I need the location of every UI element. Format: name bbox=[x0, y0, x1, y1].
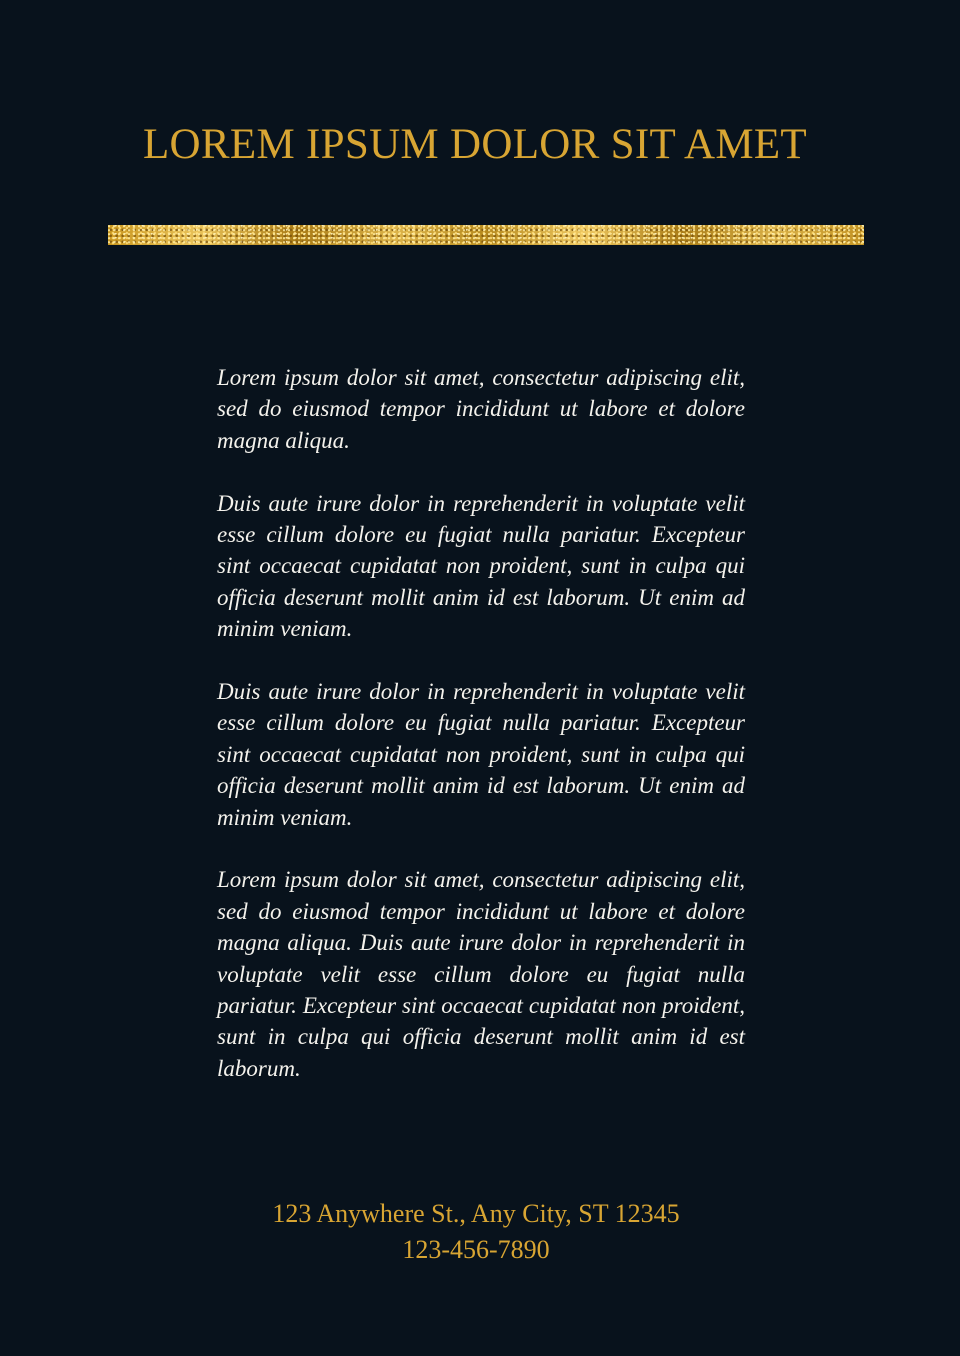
body-text bbox=[217, 362, 745, 1116]
contact-footer bbox=[0, 1196, 952, 1268]
paragraph: Lorem ipsum dolor sit amet, consectetur adipiscing elit, sed do eiusmod tempor incididunt ut labore et dolore magna aliqua. bbox=[217, 365, 745, 453]
page-title: LOREM IPSUM DOLOR SIT AMET bbox=[142, 121, 807, 168]
gold-glitter-divider bbox=[108, 225, 864, 245]
phone-text: 123-456-7890 bbox=[402, 1235, 550, 1264]
paragraph: Duis aute irure dolor in reprehenderit in voluptate velit esse cillum dolore eu fugiat nulla pariatur. Excepteur sint occaecat cupidatat non proident, sunt in culpa qui officia deserunt mollit anim id est laborum. Ut enim ad minim veniam. bbox=[217, 679, 745, 830]
address-text: 123 Anywhere St., Any City, ST 12345 bbox=[272, 1199, 680, 1228]
paragraph: Duis aute irure dolor in reprehenderit in voluptate velit esse cillum dolore eu fugiat nulla pariatur. Excepteur sint occaecat cupidatat non proident, sunt in culpa qui officia deserunt mollit anim id est laborum. Ut enim ad minim veniam. bbox=[217, 490, 745, 642]
paragraph: Lorem ipsum dolor sit amet, consectetur adipiscing elit, sed do eiusmod tempor incididunt ut labore et dolore magna aliqua. Duis aute irure dolor in reprehenderit in voluptate velit esse cillum dolore eu fugiat nulla pariatur. Excepteur sint occaecat cupidatat non proident, sunt in culpa qui officia deserunt mollit anim id est laborum. bbox=[217, 867, 745, 1081]
